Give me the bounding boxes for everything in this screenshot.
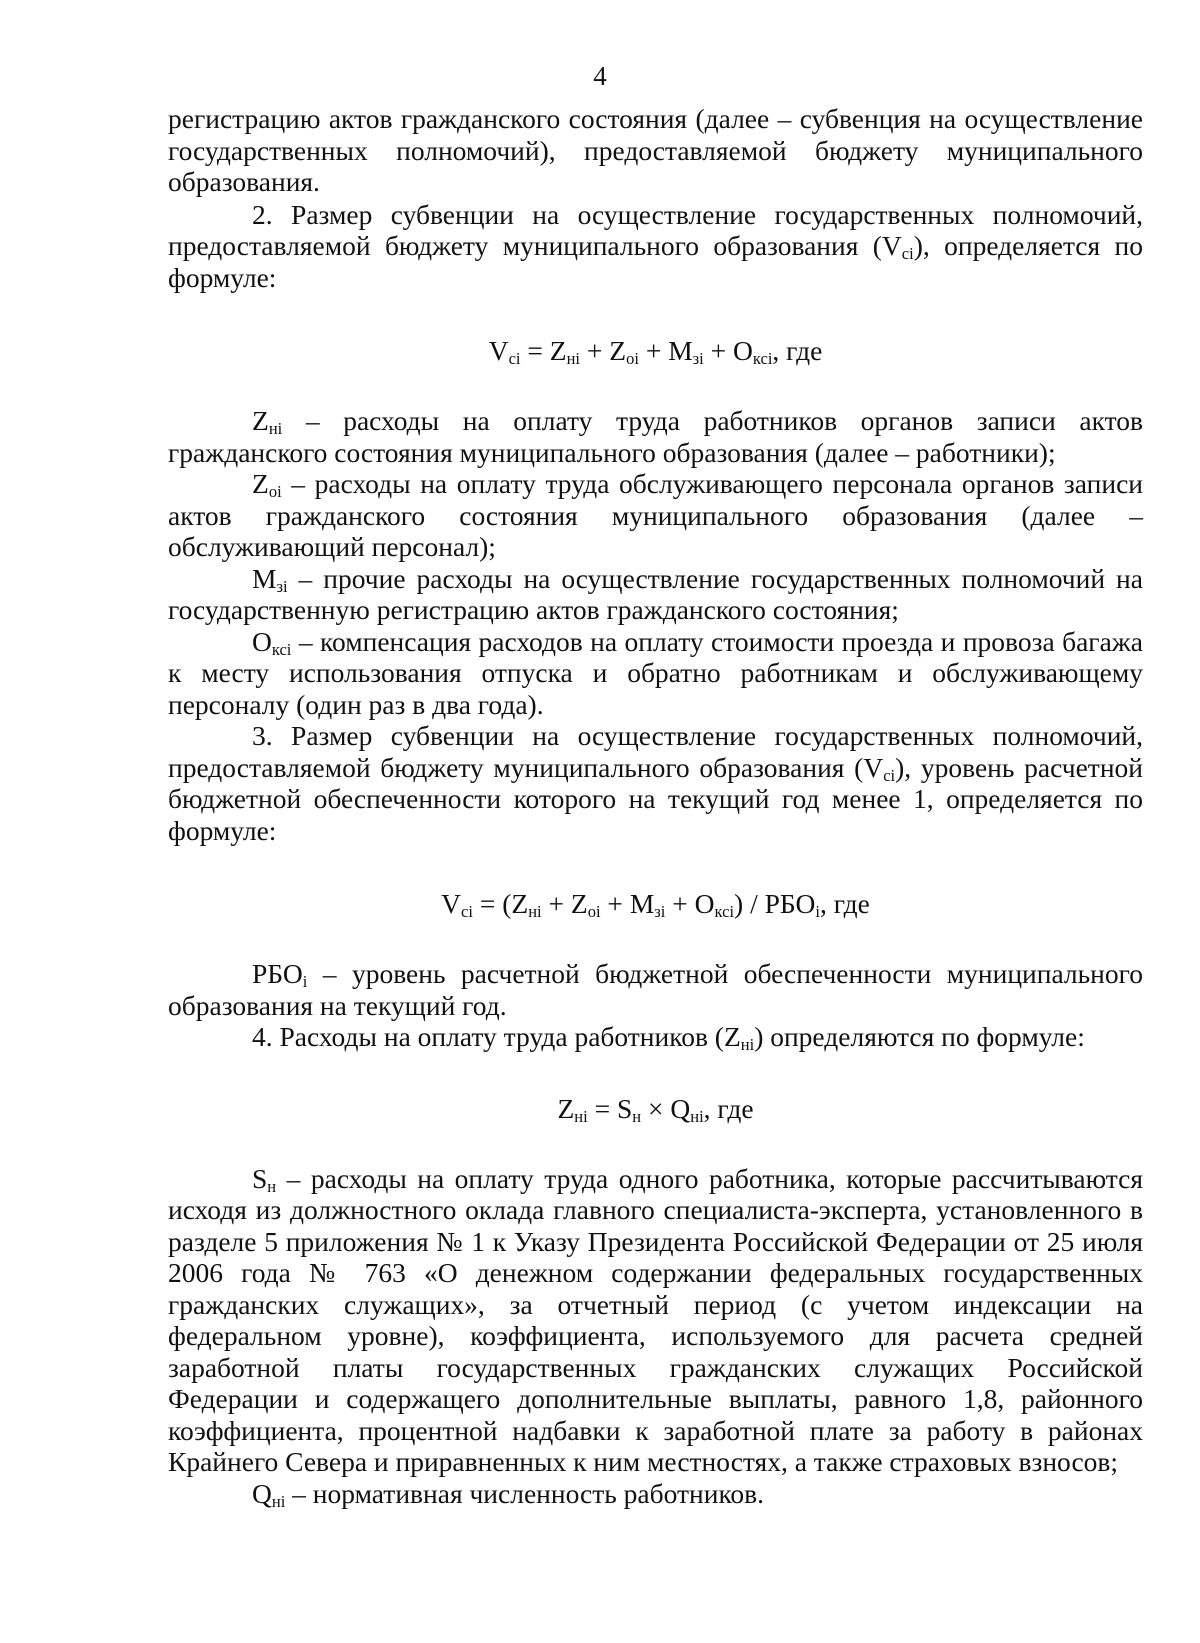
definition-oksi: $O_{ксi}$ – компенсация расходов на оплату стоимости проезда и провоза багажа к месту использования отпуска и обратно работникам и обслуживающему персоналу (один раз в два года).	[168, 625, 1143, 720]
definition-qni: $Q_{нi}$ – нормативная численность работников.	[252, 1477, 765, 1511]
definition-mzi: $M_{зi}$ – прочие расходы на осуществление государственных полномочий на государственную регистрацию актов гражданского состояния;	[168, 562, 1143, 625]
paragraph-2: 2. Размер субвенции на осуществление государственных полномочий, предоставляемой бюджету муниципального образования $(V_{ci})$, определяется по формуле:	[168, 198, 1143, 293]
document-body	[168, 103, 1143, 1509]
paragraph-continuation: регистрацию актов гражданского состояния (далее – субвенция на осуществление государственных полномочий), предоставляемой бюджету муниципального образования.	[168, 103, 1143, 197]
definition-rboi: $РБО_i$ – уровень расчетной бюджетной обеспеченности муниципального образования на текущий год.	[168, 958, 1143, 1021]
formula-zni: $Z_{нi} = S_н \times Q_{нi}$, где	[557, 1092, 754, 1126]
formula-vci: $V_{ci} = Z_{нi} + Z_{оi} + M_{зi} + O_{ксi}$, где	[488, 335, 823, 369]
paragraph-4: 4. Расходы на оплату труда работников $(Z_{нi})$ определяются по формуле:	[252, 1021, 1085, 1055]
page-number: 4	[593, 61, 607, 91]
definition-zoi: $Z_{оi}$ – расходы на оплату труда обслуживающего персонала органов записи актов гражданского состояния муниципального образования (далее – обслуживающий персонал);	[168, 468, 1143, 562]
definition-sn: $S_н$ – расходы на оплату труда одного работника, которые рассчитываются исходя из должностного оклада главного специалиста-эксперта, установленного в разделе 5 приложения № 1 к Указу Президента Российской Федерации от 25 июля 2006 года № 763 «О денежном содержании федеральных государственных гражданских служащих», за отчетный период (с учетом индексации на федеральном уровне), коэффициента, используемого для расчета средней заработной платы государственных гражданских служащих Российской Федерации и содержащего дополнительные выплаты, равного 1,8, районного коэффициента, процентной надбавки к заработной плате за работу в районах Крайнего Севера и приравненных к ним местностях, а также страховых взносов;	[168, 1162, 1143, 1477]
formula-vci-rbo: $V_{ci} = (Z_{нi} + Z_{оi} + M_{зi} + O_{ксi}) / РБО_i$, где	[441, 888, 870, 922]
paragraph-3: 3. Размер субвенции на осуществление государственных полномочий, предоставляемой бюджету муниципального образования $(V_{ci})$, уровень расчетной бюджетной обеспеченности которого на текущий год менее 1, определяется по формуле:	[168, 720, 1143, 846]
definition-zni: $Z_{нi}$ – расходы на оплату труда работников органов записи актов гражданского состояния муниципального образования (далее – работники);	[168, 405, 1143, 468]
